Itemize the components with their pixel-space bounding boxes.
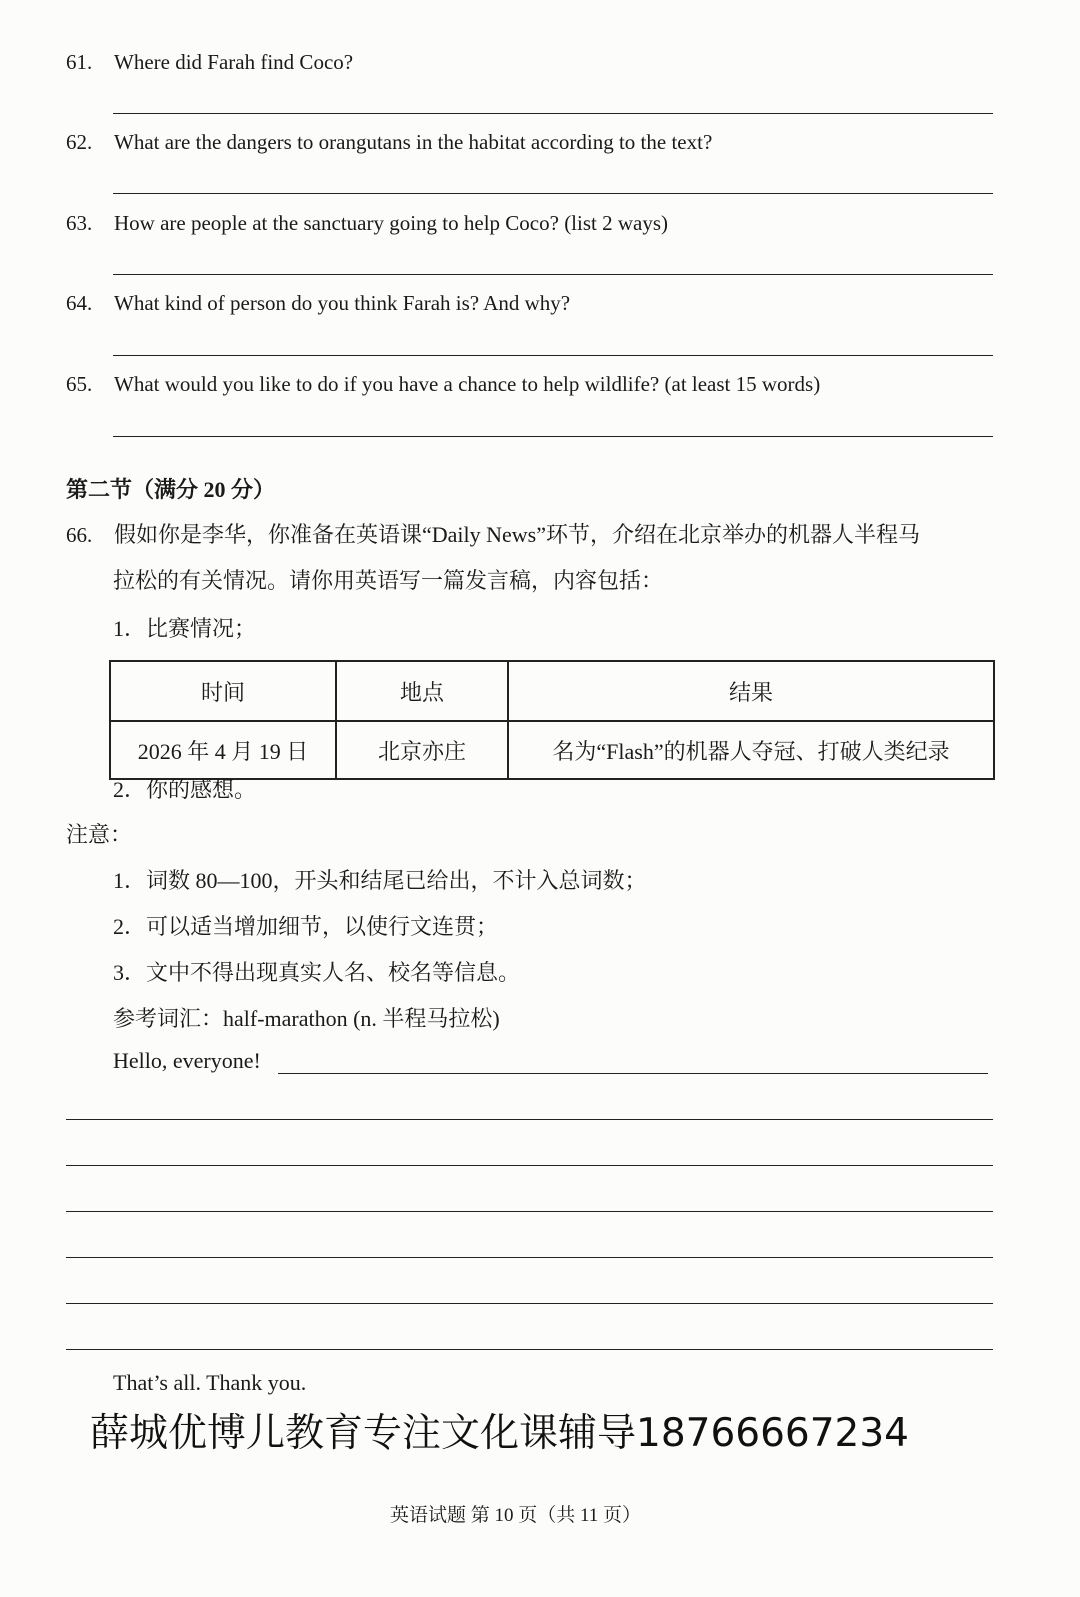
table-cell-date: 2026 年 4 月 19 日 (110, 721, 336, 779)
question-text: What kind of person do you think Farah is? And why? (114, 291, 571, 315)
notes-label: 注意： (66, 822, 133, 847)
answer-line-65[interactable] (113, 436, 993, 437)
answer-line-61[interactable] (113, 113, 993, 114)
answer-line-62[interactable] (113, 193, 993, 194)
content-item-1: 1．比赛情况； (113, 616, 257, 641)
question-63 (66, 211, 668, 236)
page-footer: 英语试题 第 10 页（共 11 页） (390, 1505, 642, 1526)
question-number: 63. (66, 211, 93, 235)
writing-line-7[interactable] (66, 1349, 993, 1350)
question-text: How are people at the sanctuary going to help Coco? (list 2 ways) (114, 211, 669, 235)
writing-line-6[interactable] (66, 1303, 993, 1304)
question-66 (66, 518, 920, 549)
question-number: 61. (66, 50, 93, 74)
question-number: 64. (66, 291, 93, 315)
essay-opening: Hello, everyone! (113, 1048, 261, 1073)
question-65 (66, 372, 820, 397)
reference-vocabulary: 参考词汇：half-marathon (n. 半程马拉松) (113, 1006, 500, 1031)
table-row (110, 721, 994, 779)
question-number: 65. (66, 372, 93, 396)
question-number: 62. (66, 130, 93, 154)
content-item-2: 2．你的感想。 (113, 777, 257, 802)
question-64 (66, 291, 570, 316)
note-2: 2．可以适当增加细节，以使行文连贯； (113, 914, 499, 939)
note-1: 1．词数 80—100，开头和结尾已给出，不计入总词数； (113, 868, 647, 893)
question-61 (66, 50, 353, 75)
answer-line-63[interactable] (113, 274, 993, 275)
answer-line-64[interactable] (113, 355, 993, 356)
table-cell-result: 名为“Flash”的机器人夺冠、打破人类纪录 (508, 721, 994, 779)
table-header-time: 时间 (110, 661, 336, 721)
writing-line-5[interactable] (66, 1257, 993, 1258)
writing-line-1[interactable] (278, 1073, 988, 1074)
writing-line-4[interactable] (66, 1211, 993, 1212)
section-heading: 第二节（满分 20 分） (66, 477, 276, 502)
table-cell-place: 北京亦庄 (336, 721, 508, 779)
question-66-line1: 假如你是李华，你准备在英语课“Daily News”环节，介绍在北京举办的机器人半程马 (114, 522, 921, 547)
question-text: Where did Farah find Coco? (114, 50, 354, 74)
question-62 (66, 130, 712, 155)
question-text: What are the dangers to orangutans in the habitat according to the text? (114, 130, 713, 154)
watermark-ad: 薛城优博儿教育专注文化课辅导18766667234 (90, 1411, 909, 1456)
writing-line-3[interactable] (66, 1165, 993, 1166)
table-header-result: 结果 (508, 661, 994, 721)
table-header-place: 地点 (336, 661, 508, 721)
question-number: 66. (66, 523, 93, 547)
note-3: 3．文中不得出现真实人名、校名等信息。 (113, 960, 521, 985)
writing-line-2[interactable] (66, 1119, 993, 1120)
competition-info-table (109, 660, 995, 780)
question-66-line2: 拉松的有关情况。请你用英语写一篇发言稿，内容包括： (113, 568, 664, 593)
essay-closing: That’s all. Thank you. (113, 1370, 307, 1395)
question-text: What would you like to do if you have a chance to help wildlife? (at least 15 words) (114, 372, 821, 396)
table-header-row (110, 661, 994, 721)
